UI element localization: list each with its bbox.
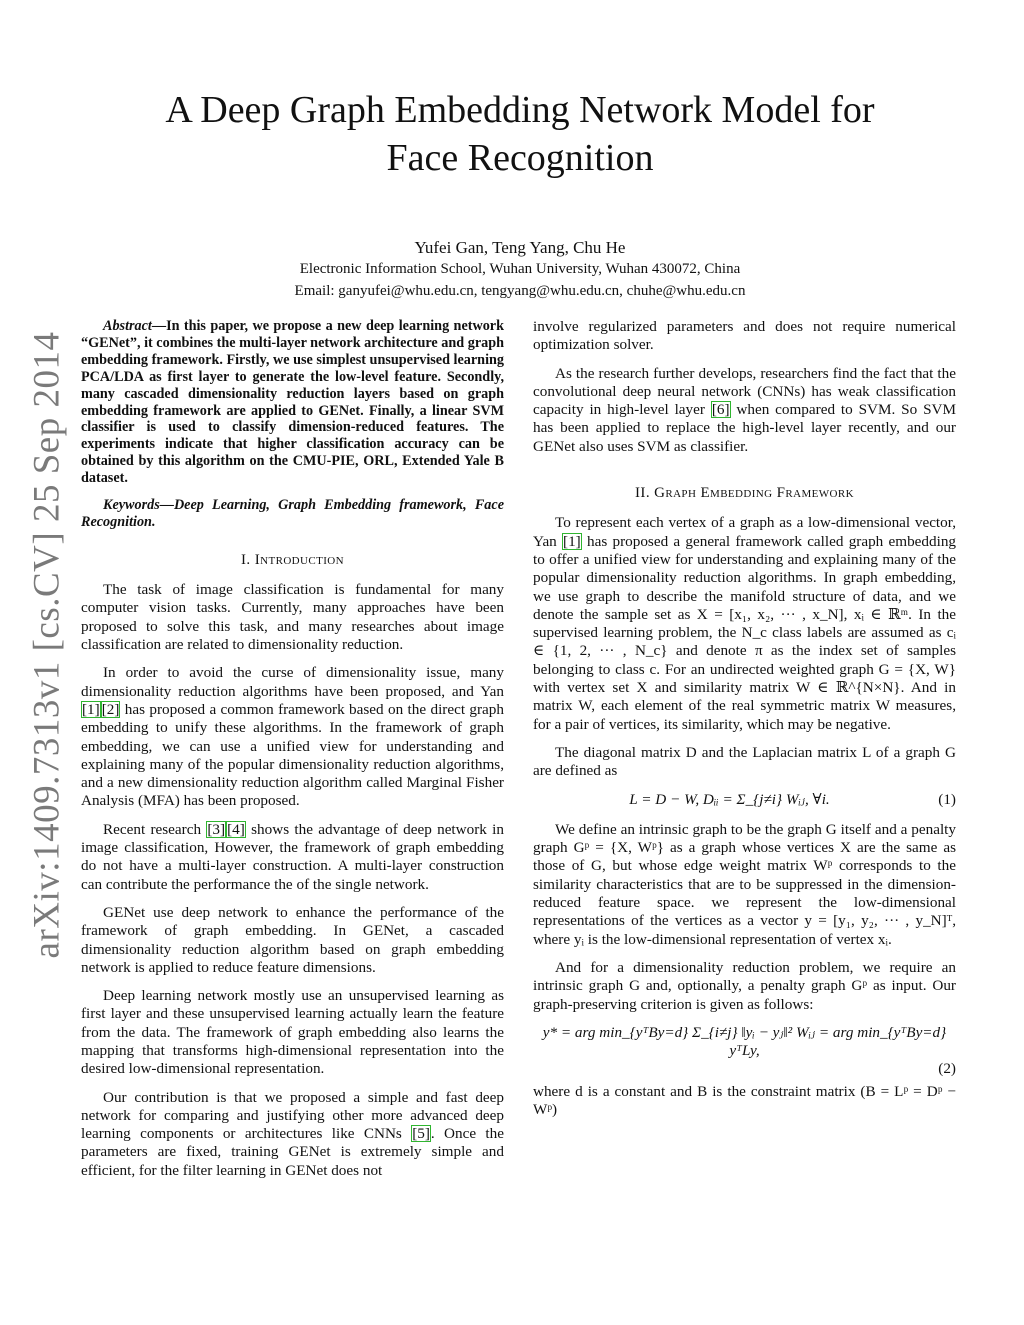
intro-paragraph-2 (81, 664, 504, 810)
left-column (81, 318, 504, 1190)
paper-title: A Deep Graph Embedding Network Model for Face Recognition (165, 89, 875, 179)
equation-1-number: (1) (938, 790, 956, 808)
email: Email: ganyufei@whu.edu.cn, tengyang@whu.edu.cn, chuhe@whu.edu.cn (294, 283, 746, 299)
ge-paragraph-3: We define an intrinsic graph to be the graph G itself and a penalty graph Gᵖ = {X, Wᵖ} as a graph whose vertices X are the same as those of G, but whose edge weight matrix Wᵖ corresponds to the similarity characteristics that are to be suppressed in the dimension-reduced feature space. we represent the low-dimensional representations of the vertices as a vector y = [y₁, y₂, ··· , y_N]ᵀ, where yᵢ is the low-dimensional representation of vertex xᵢ. (533, 820, 956, 948)
authors: Yufei Gan, Teng Yang, Chu He (414, 238, 626, 257)
text-run: shows the advantage of deep network in image classification, However, the framework of graph embedding do not have a multi-layer construction. A multi-layer construction can contribute the performance the of the single network. (81, 820, 504, 893)
citation-link[interactable]: [1] (82, 700, 100, 718)
text-run: Recent research (103, 820, 207, 838)
keywords: Keywords—Deep Learning, Graph Embedding framework, Face Recognition. (81, 497, 504, 530)
equation-2-body: y* = arg min_{yᵀBy=d} Σ_{i≠j} ‖yᵢ − yⱼ‖² Wᵢⱼ = arg min_{yᵀBy=d} yᵀLy, (542, 1023, 947, 1060)
arxiv-stamp: arXiv:1409.7313v1 [cs.CV] 25 Sep 2014 (26, 331, 68, 959)
abstract-label: Abstract (103, 318, 152, 334)
text-run: when compared to SVM. So SVM has been applied to replace the high-level layer recently, and our GENet also uses SVM as classifier. (533, 401, 956, 455)
equation-2-number: (2) (938, 1060, 956, 1078)
section-heading-introduction: I. Introduction (241, 551, 344, 568)
ge-paragraph-2: The diagonal matrix D and the Laplacian matrix L of a graph G are defined as (533, 743, 956, 780)
citation-link[interactable]: [6] (711, 401, 730, 419)
intro-paragraph-4: GENet use deep network to enhance the performance of the framework of graph embedding. In GENet, a cascaded dimensionality reduction algorithm based on graph embedding network is applied to reduce feature dimensions. (81, 903, 504, 976)
text-run: As the research further develops, researchers find the fact that the convolutional deep neural network (CNNs) has weak classification capacity in high-level layer (533, 364, 956, 419)
intro-paragraph-5: Deep learning network mostly use an unsupervised learning as first layer and these unsupervised learning actually learn the feature from the data. The framework of graph embedding also learns the mapping that transforms high-dimensional representation into the desired low-dimensional representation. (81, 987, 504, 1078)
citation-link[interactable]: [3] (207, 820, 226, 838)
citation-link[interactable]: [1] (563, 532, 581, 550)
intro-continuation: involve regularized parameters and does not require numerical optimization solver. (533, 318, 956, 354)
text-run: Our contribution is that we proposed a simple and fast deep network for comparing and justifying other more advanced deep learning components or architectures like CNNs (81, 1088, 504, 1143)
abstract-text: —In this paper, we propose a new deep learning network “GENet”, it combines the multi-layer network architecture and graph embedding framework. Firstly, we use simplest unsupervised learning PCA/LDA as first layer to generate the low-level feature. Secondly, many cascaded dimensionality reduction layers based on graph embedding framework are applied to GENet. Finally, a linear SVM classifier is used to classify dimension-reduced features. The experiments indicate that higher classification accuracy can be obtained by this algorithm on the CMU-PIE, ORL, Extended Yale B dataset. (81, 318, 504, 487)
citation-link[interactable]: [5] (412, 1125, 430, 1143)
text-run: In order to avoid the curse of dimensionality issue, many dimensionality reduction algorithms have been proposed, and Yan (81, 664, 504, 700)
ge-paragraph-5: where d is a constant and B is the constraint matrix (B = Lᵖ = Dᵖ − Wᵖ) (533, 1082, 956, 1118)
ge-paragraph-4: And for a dimensionality reduction problem, we require an intrinsic graph G and, optionally, a penalty graph Gᵖ as input. Our graph-preserving criterion is given as follows: (533, 958, 956, 1013)
text-run: has proposed a general framework called graph embedding to offer a unified view for understanding and explaining many of the popular dimensionality reduction algorithms. In graph embedding, we use graph to describe the manifold structure of data, and we denote the sample set as X = [x₁, x₂, ··· , x_N], xᵢ ∈ ℝᵐ. In the supervised learning problem, the N_c class labels are assumed as cᵢ ∈ {1, 2, ··· , N_c} and denote π as the index set of samples belonging to class c. For an undirected weighted graph G = {X, W} with vertex set X and similarity matrix W ∈ ℝ^{N×N}. And in matrix W, each element of the real symmetric matrix W measures, for a pair of vertices, its similarity, which may be negative. (533, 532, 957, 733)
citation-link[interactable]: [2] (101, 700, 120, 718)
intro-paragraph-7 (533, 365, 956, 456)
intro-paragraph-6 (81, 1089, 504, 1180)
text-run: has proposed a common framework based on the direct graph embedding to unify these algorithms. In the framework of graph embedding, we can use a unified view for understanding and explaining many of the popular dimensionality reduction algorithms, and a new dimensionality reduction algorithm called Marginal Fisher Analysis (MFA) has been proposed. (81, 700, 504, 810)
abstract (81, 318, 504, 487)
equation-1 (533, 791, 956, 809)
equation-1-body: L = D − W, Dᵢᵢ = Σ_{j≠i} Wᵢⱼ, ∀i. (629, 790, 830, 808)
intro-paragraph-1: The task of image classification is fundamental for many computer vision tasks. Currently, many approaches have been proposed to solve this task, and many researches about image classification are related to dimensionality reduction. (81, 581, 504, 654)
equation-2 (533, 1024, 956, 1079)
intro-paragraph-3 (81, 821, 504, 894)
text-run: . Once the parameters are fixed, training GENet is extremely simple and efficient, for the filter learning in GENet does not (81, 1125, 504, 1179)
affiliation: Electronic Information School, Wuhan University, Wuhan 430072, China (299, 261, 741, 277)
citation-link[interactable]: [4] (227, 820, 245, 838)
ge-paragraph-1 (533, 514, 956, 734)
right-column (533, 318, 956, 1129)
text-run: To represent each vertex of a graph as a low-dimensional vector, Yan (533, 514, 956, 550)
section-heading-graph-embedding: II. Graph Embedding Framework (635, 485, 854, 502)
